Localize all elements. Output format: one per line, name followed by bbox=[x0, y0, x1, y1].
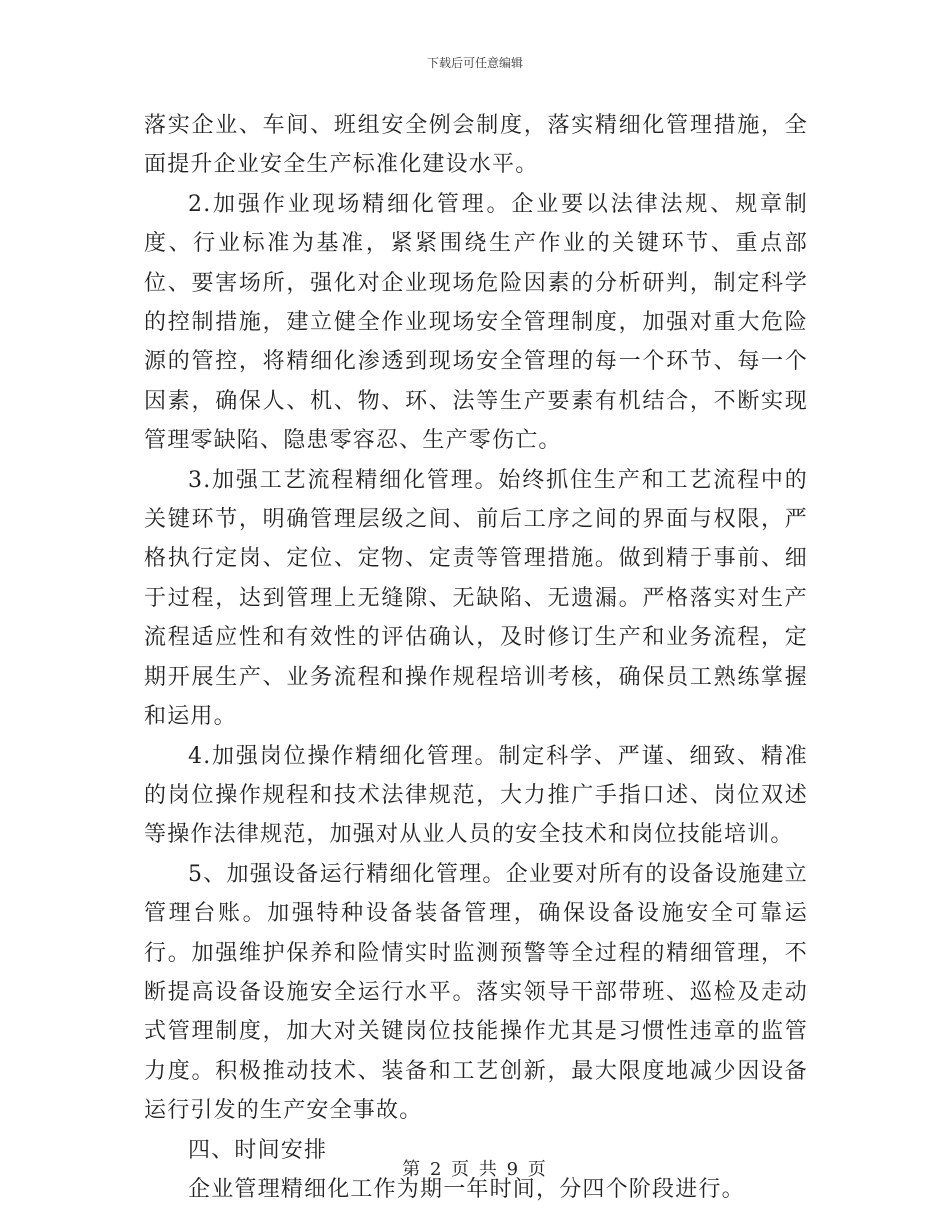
paragraph-item-3: 3.加强工艺流程精细化管理。始终抓住生产和工艺流程中的关键环节，明确管理层级之间、前后工序之间的界面与权限，严格执行定岗、定位、定物、定责等管理措施。做到精于事前、细于过程，达到管理上无缝隙、无缺陷、无遗漏。严格落实对生产流程适应性和有效性的评估确认，及时修订生产和业务流程，定期开展生产、业务流程和操作规程培训考核，确保员工熟练掌握和运用。 bbox=[144, 467, 808, 730]
section-heading: 四、时间安排 bbox=[188, 1137, 328, 1163]
page-header: 下载后可任意编辑 bbox=[426, 56, 523, 70]
paragraph-schedule: 企业管理精细化工作为期一年时间，分四个阶段进行。 bbox=[188, 1176, 745, 1202]
document-body bbox=[144, 106, 808, 1209]
page-number: 第 2 页 共 9 页 bbox=[402, 1159, 548, 1180]
paragraph-item-2: 2.加强作业现场精细化管理。企业要以法律法规、规章制度、行业标准为基准，紧紧围绕生产作业的关键环节、重点部位、要害场所，强化对企业现场危险因素的分析研判，制定科学的控制措施，建立健全作业现场安全管理制度，加强对重大危险源的管控，将精细化渗透到现场安全管理的每一个环节、每一个因素，确保人、机、物、环、法等生产要素有机结合，不断实现管理零缺陷、隐患零容忍、生产零伤亡。 bbox=[144, 191, 808, 454]
paragraph-item-5: 5、加强设备运行精细化管理。企业要对所有的设备设施建立管理台账。加强特种设备装备管理，确保设备设施安全可靠运行。加强维护保养和险情实时监测预警等全过程的精细管理，不断提高设备设施安全运行水平。落实领导干部带班、巡检及走动式管理制度，加大对关键岗位技能操作尤其是习惯性违章的监管力度。积极推动技术、装备和工艺创新，最大限度地减少因设备运行引发的生产安全事故。 bbox=[144, 861, 808, 1124]
paragraph-continuation: 落实企业、车间、班组安全例会制度，落实精细化管理措施，全面提升企业安全生产标准化建设水平。 bbox=[144, 113, 808, 178]
paragraph-item-4: 4.加强岗位操作精细化管理。制定科学、严谨、细致、精准的岗位操作规程和技术法律规范，大力推广手指口述、岗位双述等操作法律规范，加强对从业人员的安全技术和岗位技能培训。 bbox=[144, 743, 808, 848]
